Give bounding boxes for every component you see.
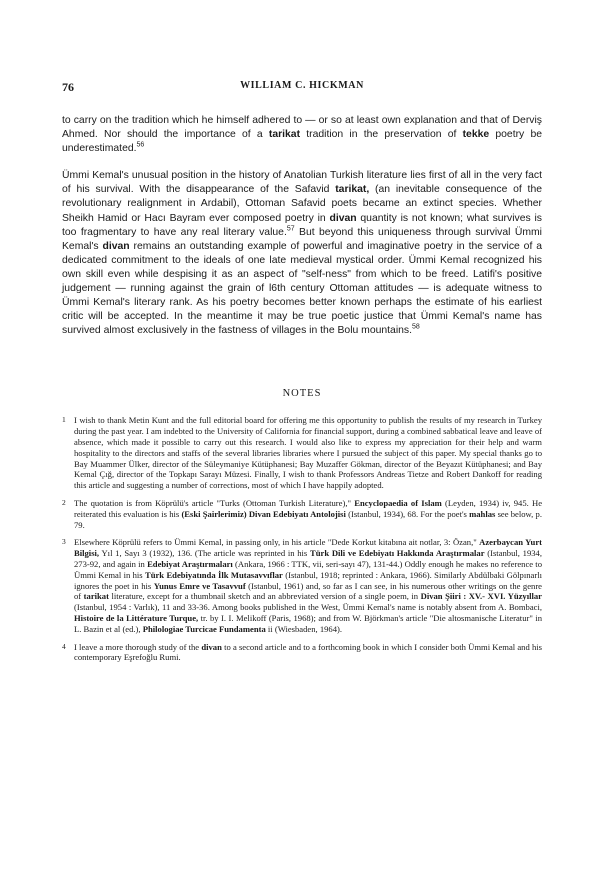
note-text: I wish to thank Metin Kunt and the full editorial board for offering me this opportunity to publish the results of my research in Turkey during the past year. I am indebted to the University of California for financial support, during a combined sabbatical leave and leave of absence, which made it possible to carry out this research. I would also like to express my appreciation for their help and warm hospitality to the directors and staffs of the several libraries libraries where I pursued the subject of this paper. My special thanks go to Bay Muammer Ülker, director of the Süleymaniye Kütüphanesi; Bay Muzaffer Gökman, director of the Beyazıt Kütüphanesi; and Bay Kemal Çığ, director of the Topkapı Sarayı Müzesi. Finally, I wish to thank Professors Andreas Tietze and Robert Dankoff for reading this article and suggesting a number of corrections, most of which I have happily adopted. (74, 415, 542, 491)
text: But beyond this uniqueness through survival Ümmi Kemal's (62, 226, 542, 252)
text: (Ankara, 1966 : TTK, vii, seri-sayı 47), 131-44.) Oddly enough he makes no reference to Ümmi Kemal in his (74, 558, 542, 580)
notes-heading: NOTES (282, 388, 322, 400)
text: literature, except for a thumbnail sketch and an abbreviated version of a single poem, in (108, 591, 421, 602)
text: tr. by I. I. Melikoff (Paris, 1968); and from W. Björkman's article "Die altosmanische Literatur" in L. Bazin et al (ed.), (74, 612, 542, 634)
bold-title: Türk Edebiyatında İlk Mutasavvıflar (144, 569, 283, 580)
note-number: 3 (62, 537, 66, 547)
text: (Leyden, 1934) iv, 945. He reiterated this evaluation is his (74, 497, 543, 519)
text: (Istanbul, 1934), 68. For the poet's (345, 508, 470, 519)
bold-title: Edebiyat Araştırmaları (147, 558, 233, 569)
text: (an inevitable consequence of the revolutionary realignment in Ardabil), Ottoman Safavid poets became an extinct species. Whether Sheikh Hamid or Hacı Bayram ever composed poetry in (62, 184, 543, 224)
bold-title: Türk Dili ve Edebiyatı Hakkında Araştırmalar (310, 548, 485, 559)
text: I leave a more thorough study of the (74, 641, 202, 652)
footnote-ref-58[interactable]: 58 (412, 323, 420, 331)
note-number: 1 (62, 415, 66, 425)
footnote-ref-56[interactable]: 56 (136, 141, 145, 149)
bold-term: divan (329, 212, 357, 224)
bold-term: mahlas (469, 508, 496, 519)
note-number: 2 (62, 497, 66, 507)
text: (Istanbul, 1961) and, so far as I can see, in his numerous other writings on the genre of (74, 580, 542, 602)
bold-term: tarikat (268, 129, 301, 141)
text: (Istanbul, 1954 : Varlık), 11 and 33-36. Among books published in the West, Ümmi Kemal's name is notably absent from A. Bombaci, (74, 602, 542, 613)
note-2 (62, 498, 542, 530)
text: (Istanbul, 1918; reprinted : Ankara, 1966). Similarly Abdülbaki Gölpınarlı ignores the poet in his (74, 569, 542, 591)
bold-term: tarikat (83, 591, 109, 602)
page-number: 76 (62, 80, 74, 94)
bold-title: Yunus Emre ve Tasavvuf (153, 580, 246, 591)
text: quantity is not known; what survives is too fragmentary to have any real literary value. (62, 212, 542, 238)
bold-title: Histoire de la Littérature Turque, (74, 612, 199, 623)
paragraph-1 (62, 114, 542, 156)
paragraph-2 (62, 169, 542, 338)
footnote-ref-57[interactable]: 57 (286, 225, 295, 233)
text: Yıl 1, Sayı 3 (1932), 136. (The article was reprinted in his (99, 548, 310, 559)
journal-page (62, 80, 542, 670)
text: ii (Wiesbaden, 1964). (265, 623, 343, 634)
page-header (62, 80, 542, 100)
bold-term: divan (201, 641, 222, 652)
bold-term: divan (102, 240, 130, 252)
notes-list (62, 415, 542, 663)
bold-title: (Eski Şairlerimiz) Divan Edebiyatı Antolojisi (181, 508, 346, 519)
bold-title: Azerbaycan Yurt Bilgisi, (74, 537, 542, 559)
text: poetry be underestimated. (62, 129, 543, 155)
running-head: WILLIAM C. HICKMAN (240, 80, 364, 91)
note-number: 4 (62, 641, 66, 651)
note-4 (62, 642, 542, 664)
text: to carry on the tradition which he himself adhered to — or so at least own explanation and that of Derviş Ahmed. Nor should the importance of a (62, 115, 542, 141)
text: remains an outstanding example of powerful and imaginative poetry in the service of a dedicated commitment to the ideals of one late medieval mystical order. Ümmi Kemal recognized his own skill even while despising it as an aspect of "self-ness" from which to be freed. Latifi's positive judgement — running against the grain of l6th century Ottoman attitudes — is adequate witness to Ümmi Kemal's literary rank. As his poetry becomes better known perhaps the estimate of his earliest critic will be accepted. In the meantime it may be true poetic justice that Ümmi Kemal's name has survived almost exclusively in the fastness of villages in the Bolu mountains. (62, 240, 542, 337)
text: The quotation is from Köprülü's article "Turks (Ottoman Turkish Literature)," (74, 497, 355, 508)
bold-title: Philologiae Turcicae Fundamenta (142, 623, 266, 634)
text: tradition in the preservation of (300, 129, 463, 141)
text: (Istanbul, 1934, 273-92, and again in (74, 548, 542, 569)
bold-term: tekke (462, 129, 490, 141)
bold-title: Encyclopaedia of Islam (354, 497, 442, 508)
bold-term: tarikat, (335, 184, 370, 196)
note-1 (62, 415, 542, 491)
text: Ümmi Kemal's unusual position in the history of Anatolian Turkish literature lies first of all in the very fact of his survival. With the disappearance of the Safavid (62, 170, 542, 196)
text: see below, p. 79. (74, 508, 542, 530)
bold-title: Divan Şiiri : XV.- XVI. Yüzyıllar (420, 591, 542, 602)
text: to a second article and to a forthcoming book in which I consider both Ümmi Kemal and his contemporary Eşrefoğlu Rumi. (74, 641, 542, 663)
note-3 (62, 537, 542, 634)
text: Elsewhere Köprülü refers to Ümmi Kemal, in passing only, in his article "Dede Korkut kitabına ait notlar, 3: Özan," (74, 537, 480, 548)
